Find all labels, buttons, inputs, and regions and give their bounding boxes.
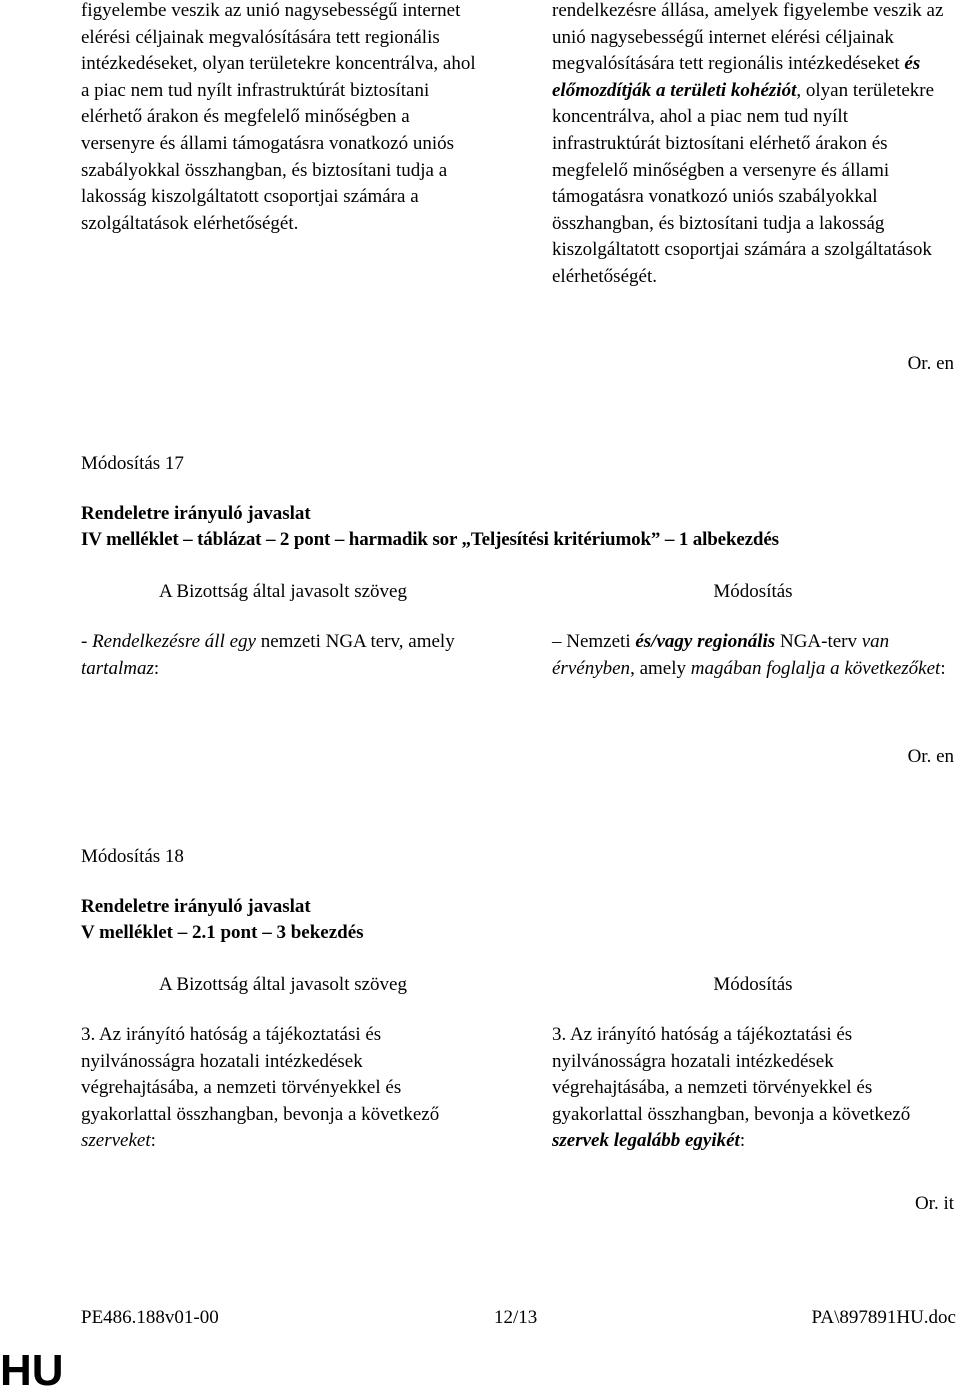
text-run: van érvényben <box>552 631 890 679</box>
amendment-17-proposal-line: Rendeletre irányuló javaslat <box>81 503 311 524</box>
text-run: : <box>940 657 946 679</box>
text-run: és/vagy regionális <box>635 631 776 652</box>
footer-document-number: PE486.188v01-00 <box>81 1307 219 1328</box>
text-run: : <box>150 1130 156 1152</box>
top-left-paragraph <box>81 0 485 237</box>
amendment-17-right-column-header: Módosítás <box>713 581 793 602</box>
amendment-17-right-text <box>552 629 954 682</box>
text-run: rendelkezésre állása, amelyek figyelembe veszik az unió nagysebességű internet elérési céljainak megvalósítására tett regionális intézkedéseket <box>552 0 944 75</box>
text-run: : <box>153 657 160 679</box>
original-language-top: Or. en <box>907 353 954 374</box>
text-run: 3. Az irányító hatóság a tájékoztatási és nyilvánosságra hozatali intézkedések végrehajtásába, a nemzeti törvényekkel és gyakorlattal összhangban, bevonja a következő <box>552 1024 911 1125</box>
original-language-18: Or. it <box>914 1193 954 1214</box>
amendment-17-left-text <box>81 629 485 682</box>
amendment-18-right-text-block <box>552 1022 954 1155</box>
text-run: , amely <box>630 657 691 679</box>
amendment-18-right-text <box>552 1022 954 1155</box>
amendment-18-heading: Módosítás 18 <box>81 846 184 867</box>
amendment-18-left-text-block <box>81 1022 485 1155</box>
amendment-17-right-text-block <box>552 629 954 682</box>
text-run: – Nemzeti <box>552 631 636 652</box>
amendment-17-left-text-block <box>81 629 485 682</box>
top-right-text <box>552 0 954 291</box>
text-run: : <box>739 1130 746 1152</box>
amendment-17-left-column-header: A Bizottság által javasolt szöveg <box>158 581 407 602</box>
amendment-18-left-text <box>81 1022 485 1155</box>
original-language-17: Or. en <box>907 746 954 767</box>
footer-page-number: 12/13 <box>494 1307 538 1328</box>
amendment-17-heading: Módosítás 17 <box>81 453 184 474</box>
language-mark: HU <box>0 1346 64 1395</box>
amendment-18-proposal-line: Rendeletre irányuló javaslat <box>81 896 311 917</box>
amendment-18-left-column-header: A Bizottság által javasolt szöveg <box>158 974 407 995</box>
text-run: , olyan területekre koncentrálva, ahol a piac nem tud nyílt infrastruktúrát biztosítani elérhető árakon és megfelelő minőségben a versenyre és állami támogatásra vonatkozó uniós szabályokkal összhangban, és biztosítani tudja a lakosság kiszolgáltatott csoportjai számára a szolgáltatások elérhetőségét. <box>552 79 935 287</box>
text-run: NGA-terv <box>775 631 862 652</box>
amendment-18-reference-line: V melléklet – 2.1 pont – 3 bekezdés <box>81 922 364 943</box>
amendment-17-reference-line: IV melléklet – táblázat – 2 pont – harmadik sor „Teljesítési kritériumok” – 1 albekezdés <box>81 529 779 550</box>
text-run: Rendelkezésre áll egy <box>92 631 256 652</box>
text-run: és előmozdítják a területi kohéziót <box>552 53 921 101</box>
text-run: szerveket <box>81 1130 151 1152</box>
footer-file-reference: PA\897891HU.doc <box>811 1307 956 1328</box>
top-right-paragraph <box>552 0 954 291</box>
top-left-text <box>81 0 485 237</box>
text-run: magában foglalja a következőket <box>690 657 941 679</box>
text-run: nemzeti NGA terv, amely <box>255 631 455 652</box>
text-run: figyelembe veszik az unió nagysebességű internet elérési céljainak megvalósítására tett regionális intézkedéseket, olyan területekre koncentrálva, ahol a piac nem tud nyílt infrastruktúrát biztosítani elérhető árakon és megfelelő minőségben a versenyre és állami támogatásra vonatkozó uniós szabályokkal összhangban, és biztosítani tudja a lakosság kiszolgáltatott csoportjai számára a szolgáltatások elérhetőségét. <box>81 0 476 234</box>
amendment-18-right-column-header: Módosítás <box>713 974 793 995</box>
text-run: tartalmaz <box>81 657 154 679</box>
text-run: - <box>81 631 93 652</box>
text-run: szervek legalább egyikét <box>552 1130 740 1152</box>
text-run: 3. Az irányító hatóság a tájékoztatási és nyilvánosságra hozatali intézkedések végrehajtásába, a nemzeti törvényekkel és gyakorlattal összhangban, bevonja a következő <box>81 1024 440 1125</box>
